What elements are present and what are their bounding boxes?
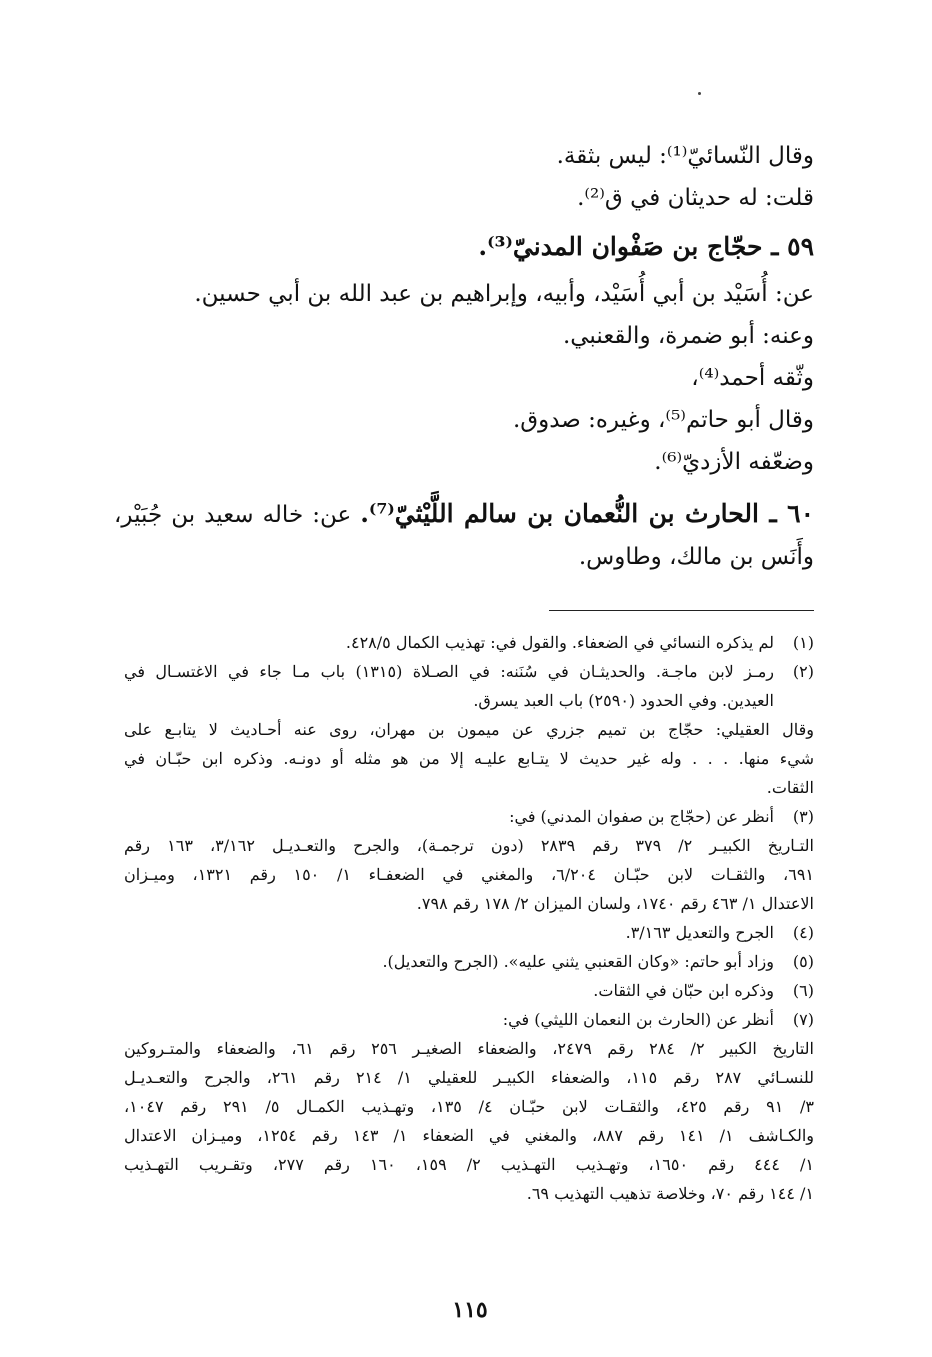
footnote-line: ٣/ ٩١ رقم ٤٢٥، والثقـات لابن حبّـان ٤/ ١٣٥، وتهـذيب الكمـال ٥/ ٢٩١ رقم ١٠٤٧،: [124, 1097, 814, 1116]
footnote-number: (٤): [792, 923, 814, 942]
footnote-line: لم يذكره النسائي في الضعفاء. والقول في: تهذيب الكمال ٤٢٨/٥.: [345, 633, 774, 652]
footnote-extra: [124, 715, 814, 802]
footnotes: [124, 628, 814, 1208]
footnote-body: [124, 657, 814, 802]
footnote-body: [124, 947, 774, 976]
footnote-line: وقال العقيلي: حجّاج بن تميم جزري عن ميمون بن مهران، روى عنه أحـاديث لا يتابـع على: [124, 720, 814, 739]
entry-60-heading: ٦٠ ـ الحارث بن النُّعمان بن سالم اللَّيْثيّ⁽⁷⁾.: [360, 499, 815, 528]
footnote-body: [124, 628, 774, 657]
main-line: وثّقه أحمد⁽⁴⁾،: [691, 365, 814, 391]
main-text: [114, 135, 814, 578]
footnote-6: [124, 976, 814, 1005]
footnote-body: [124, 918, 774, 947]
main-line: وقال النّسائيّ⁽¹⁾: ليس بثقة.: [556, 143, 814, 169]
footnote-line: وذكره ابن حبّان في الثقات.: [593, 981, 774, 1000]
footnote-extra: [124, 831, 814, 918]
entry-59-heading: ٥٩ ـ حجّاج بن صَفْوان المدنيّ⁽³⁾.: [478, 232, 814, 261]
footnote-body: [124, 802, 814, 918]
footnote-line: العيدين. وفي الحدود (٢٥٩٠) باب العبد يسرق.: [473, 691, 774, 710]
footnote-line: التاريخ الكبير ٢/ ٢٨٤ رقم ٢٤٧٩، والضعفاء الصغيـر ٢٥٦ رقم ٦١، والضعفاء والمتـروكين: [124, 1039, 815, 1058]
footnote-number: (٦): [792, 981, 814, 1000]
main-line: عن: أُسَيْد بن أبي أُسَيْد، وأبيه، وإبراهيم بن عبد الله بن أبي حسين.: [194, 281, 814, 307]
footnote-3: [124, 802, 814, 918]
entry-60-text: عن: خاله سعيد بن جُبَيْر، وأَنَس بن مالك، وطاوس.: [114, 502, 814, 570]
footnote-line: أنظر عن (حجّاج بن صفوان المدني) في:: [509, 807, 774, 826]
footnote-line: ٦٩١، والثقـات لابن حبّـان ٦/٢٠٤، والمغني في الضعفـاء ١/ ١٥٠ رقم ١٣٢١، وميـزان: [124, 865, 814, 884]
footnote-7: [124, 1005, 814, 1208]
footnote-number: (٧): [792, 1010, 814, 1029]
footnote-body: [124, 976, 774, 1005]
footnote-line: رمـز لابن ماجـة. والحديثـان في سُنَنه: في الصـلاة (١٣١٥) باب مـا جاء في الاغتسـال في: [124, 662, 774, 681]
main-line: وقال أبو حاتم⁽⁵⁾، وغيره: صدوق.: [512, 407, 814, 433]
footnote-line: وزاد أبو حاتم: «وكان القعنبي يثني عليه». (الجرح والتعديل).: [382, 952, 774, 971]
footnote-separator: [549, 610, 814, 611]
footnote-line: الاعتدال ١/ ٤٦٣ رقم ١٧٤٠، ولسان الميزان ٢/ ١٧٨ رقم ٧٩٨.: [416, 894, 814, 913]
footnote-extra: [124, 1034, 814, 1208]
footnote-line: الجرح والتعديل ٣/١٦٣.: [625, 923, 774, 942]
footnote-line: للنسـائي ٢٨٧ رقم ١١٥، والضعفاء الكبيـر للعقيلي ١/ ٢١٤ رقم ٢٦١، والجرح والتعـديـل: [124, 1068, 814, 1087]
footnote-line: الثقات.: [766, 778, 814, 797]
footnote-line: أنظر عن (الحارث بن النعمان الليثي) في:: [502, 1010, 774, 1029]
footnote-line: التـاريخ الكبيـر ٢/ ٣٧٩ رقم ٢٨٣٩ (دون ترجمـة)، والجرح والتعـديـل ٣/١٦٢، ١٦٣ رقم: [124, 836, 814, 855]
main-line: قلت: له حديثان في ق⁽²⁾.: [577, 185, 814, 211]
footnote-body: [124, 1005, 815, 1208]
page-number: ١١٥: [452, 1297, 488, 1323]
footnote-line: شيء منها. . . . وله غير حديث لا يتـابع عليـه إلا من هو مثله أو دونـه. وذكره ابن حبّـان في: [124, 749, 814, 768]
entry-60: [114, 493, 814, 578]
footnote-number: (١): [792, 633, 814, 652]
footnote-2: [124, 657, 814, 802]
footnote-number: (٥): [792, 952, 814, 971]
footnote-number: (٣): [792, 807, 814, 826]
footnote-line: ١/ ١٤٤ رقم ٧٠، وخلاصة تذهيب التهذيب ٦٩.: [526, 1184, 814, 1203]
main-line: وضعّفه الأزديّ⁽⁶⁾.: [654, 449, 814, 475]
footnote-number: (٢): [792, 662, 814, 681]
speck: [698, 92, 701, 95]
footnote-1: [124, 628, 814, 657]
main-line: وعنه: أبو ضمرة، والقعنبي.: [562, 323, 814, 349]
footnote-4: [124, 918, 814, 947]
footnote-5: [124, 947, 814, 976]
footnote-line: ١/ ٤٤٤ رقم ١٦٥٠، وتهـذيب التهـذيب ٢/ ١٥٩، ١٦٠ رقم ٢٧٧، وتقـريب التهـذيب: [124, 1155, 814, 1174]
footnote-line: والكـاشف ١/ ١٤١ رقم ٨٨٧، والمغني في الضعفاء ١/ ١٤٣ رقم ١٢٥٤، وميـزان الاعتدال: [124, 1126, 815, 1145]
